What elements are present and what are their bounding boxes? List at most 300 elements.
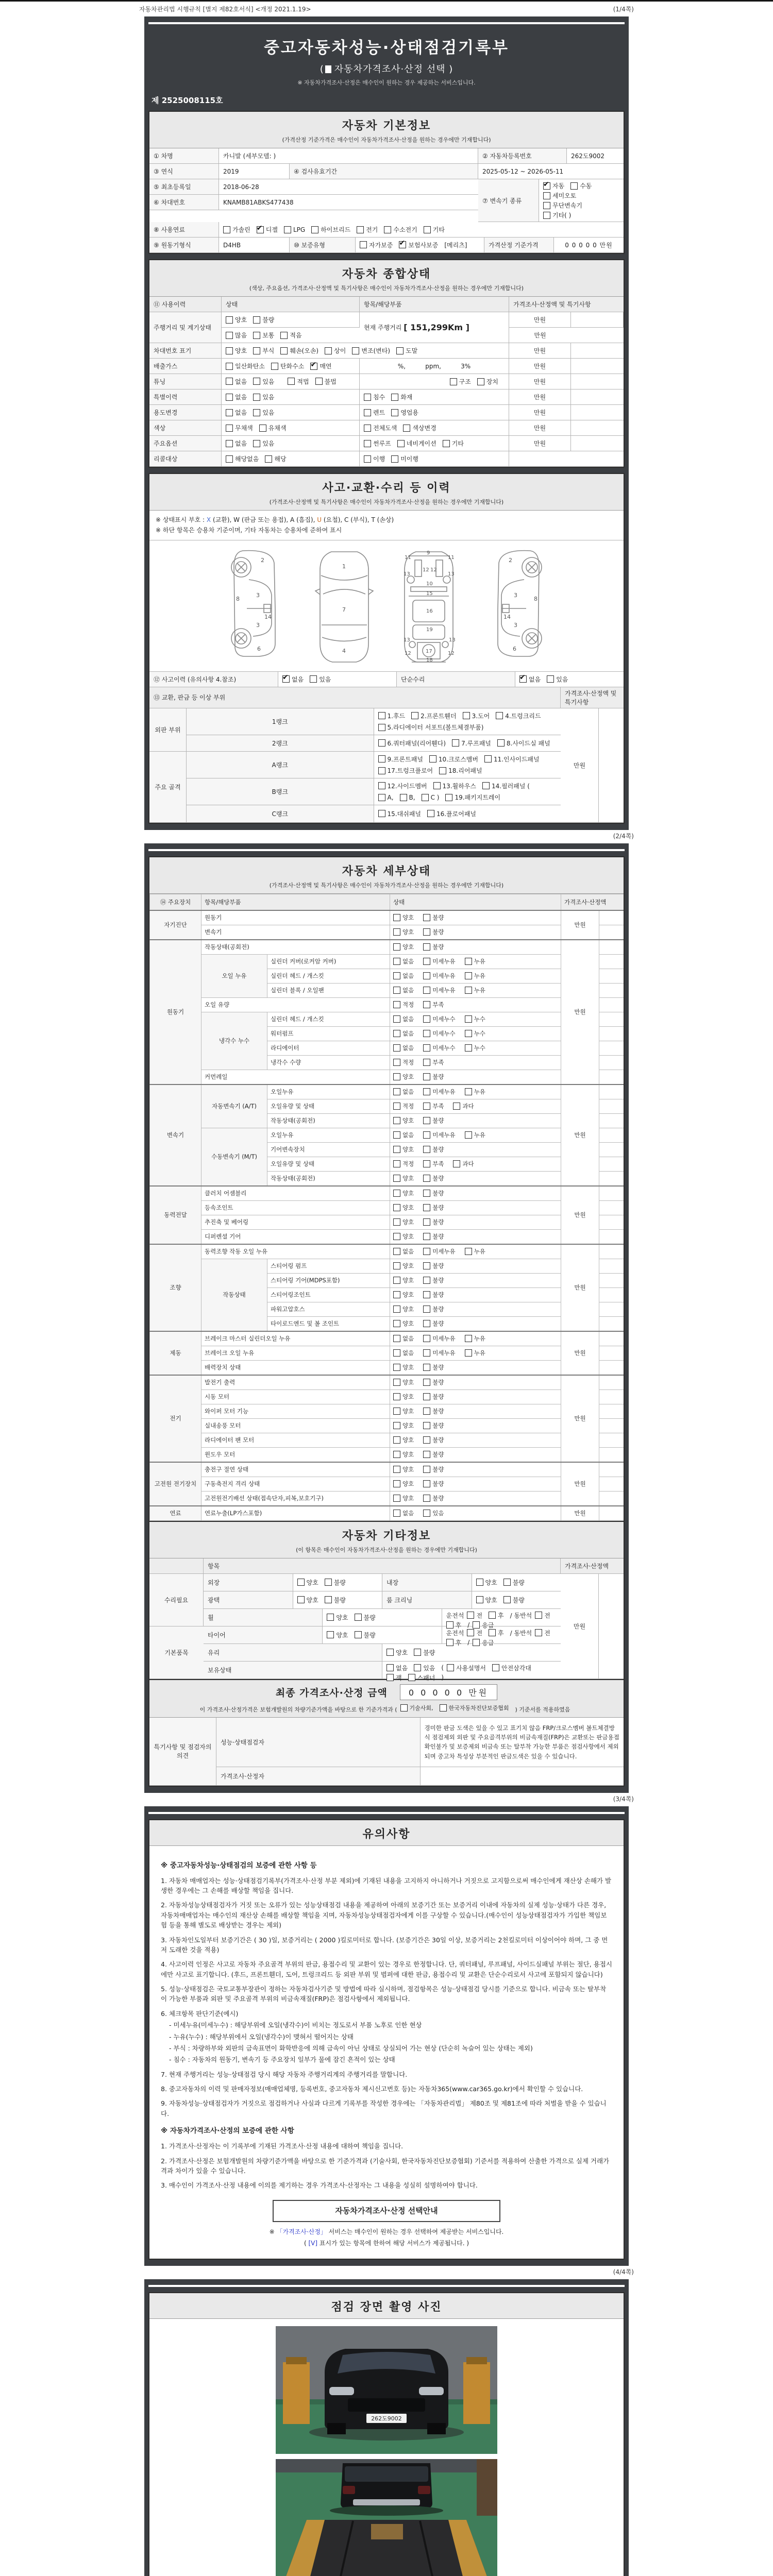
rank1-items bbox=[374, 708, 561, 735]
checkbox[interactable] bbox=[423, 1088, 430, 1095]
checkbox[interactable] bbox=[423, 1175, 430, 1182]
checkbox[interactable] bbox=[393, 1030, 400, 1037]
checkbox[interactable] bbox=[393, 1364, 400, 1371]
checkbox-item bbox=[393, 1349, 414, 1357]
checkbox[interactable] bbox=[423, 987, 430, 994]
state-options bbox=[390, 1316, 561, 1331]
checkbox[interactable] bbox=[226, 363, 233, 370]
checkbox[interactable] bbox=[393, 1248, 400, 1255]
checkbox[interactable] bbox=[391, 455, 398, 463]
checkbox-label: 8.사이드실 패널 bbox=[506, 739, 550, 747]
checkbox[interactable] bbox=[423, 943, 430, 951]
checkbox-item bbox=[253, 377, 274, 386]
checkbox[interactable] bbox=[226, 425, 233, 432]
svg-text:16: 16 bbox=[426, 608, 433, 614]
recall-done-options bbox=[360, 451, 509, 467]
checkbox[interactable] bbox=[393, 1277, 400, 1284]
checkbox[interactable] bbox=[393, 1044, 400, 1052]
price-cell: 만원 bbox=[561, 1462, 599, 1506]
checkbox[interactable] bbox=[393, 1015, 400, 1023]
checkbox[interactable] bbox=[393, 972, 400, 979]
state-options bbox=[390, 1404, 561, 1418]
checkbox[interactable] bbox=[453, 1160, 460, 1167]
checkbox[interactable] bbox=[378, 794, 385, 801]
checkbox[interactable] bbox=[423, 1030, 430, 1037]
state-options bbox=[390, 1259, 561, 1273]
checkbox[interactable] bbox=[489, 1612, 496, 1619]
checkbox[interactable] bbox=[297, 1579, 305, 1586]
checkbox[interactable] bbox=[253, 316, 260, 324]
device-group-label: 제동 bbox=[150, 1331, 201, 1375]
checkbox[interactable] bbox=[423, 1073, 430, 1080]
checkbox-label: 후 bbox=[455, 1639, 462, 1647]
checkbox[interactable] bbox=[325, 1579, 332, 1586]
checkbox[interactable] bbox=[384, 226, 391, 233]
checkbox[interactable] bbox=[423, 1335, 430, 1342]
checkbox[interactable] bbox=[465, 1030, 472, 1037]
checkbox[interactable] bbox=[423, 1160, 430, 1167]
checkbox[interactable] bbox=[393, 1117, 400, 1124]
checkbox[interactable] bbox=[223, 226, 230, 233]
checkbox-label: 불량 bbox=[333, 1579, 346, 1586]
checkbox[interactable] bbox=[226, 347, 233, 354]
checkbox[interactable] bbox=[453, 1103, 460, 1110]
checkbox-item bbox=[393, 1509, 414, 1517]
checkbox[interactable] bbox=[427, 810, 434, 817]
text-token: / 동반석 bbox=[510, 1612, 532, 1619]
checkbox[interactable] bbox=[253, 332, 260, 339]
checkbox[interactable] bbox=[327, 1631, 334, 1638]
state-options bbox=[390, 1229, 561, 1244]
checkbox[interactable] bbox=[364, 394, 371, 401]
checkbox[interactable] bbox=[465, 1088, 472, 1095]
checkbox[interactable] bbox=[327, 1614, 334, 1621]
checkbox[interactable] bbox=[423, 928, 430, 936]
checkbox[interactable] bbox=[535, 1629, 542, 1636]
checkbox[interactable] bbox=[465, 972, 472, 979]
checkbox[interactable] bbox=[423, 1451, 430, 1458]
checkbox[interactable] bbox=[450, 378, 457, 385]
checkbox[interactable] bbox=[414, 1649, 421, 1656]
price-cell: 만원 bbox=[561, 1506, 599, 1521]
checkbox[interactable] bbox=[280, 332, 288, 339]
checkbox[interactable] bbox=[393, 1291, 400, 1298]
checkbox[interactable] bbox=[482, 782, 490, 789]
usage-change-options bbox=[222, 405, 360, 420]
checkbox[interactable] bbox=[393, 1379, 400, 1386]
checkbox[interactable] bbox=[423, 1306, 430, 1313]
checkbox[interactable] bbox=[570, 182, 578, 190]
checkbox-item bbox=[543, 211, 571, 219]
checkbox[interactable] bbox=[226, 316, 233, 324]
checkbox[interactable] bbox=[360, 241, 367, 248]
checkbox[interactable] bbox=[393, 928, 400, 936]
checkbox[interactable] bbox=[257, 226, 264, 233]
checkbox[interactable] bbox=[325, 1596, 332, 1603]
checkbox[interactable] bbox=[414, 1664, 421, 1671]
checkbox[interactable] bbox=[386, 1674, 394, 1681]
checkbox[interactable] bbox=[465, 1131, 472, 1139]
checkbox[interactable] bbox=[446, 1639, 453, 1646]
checkbox[interactable] bbox=[393, 1160, 400, 1167]
checkbox[interactable] bbox=[423, 1349, 430, 1357]
checkbox[interactable] bbox=[423, 1364, 430, 1371]
checkbox[interactable] bbox=[423, 1001, 430, 1008]
checkbox[interactable] bbox=[440, 1704, 447, 1711]
page-1 bbox=[144, 16, 629, 830]
checkbox-item bbox=[223, 225, 250, 234]
checkbox[interactable] bbox=[496, 712, 503, 719]
checkbox[interactable] bbox=[497, 739, 505, 747]
checkbox[interactable] bbox=[393, 958, 400, 965]
checkbox[interactable] bbox=[519, 675, 527, 683]
checkbox[interactable] bbox=[378, 810, 385, 817]
checkbox[interactable] bbox=[423, 1320, 430, 1327]
checkbox[interactable] bbox=[378, 712, 385, 719]
checkbox-label: 19.패키지트레이 bbox=[455, 794, 501, 802]
checkbox[interactable] bbox=[393, 1190, 400, 1197]
page-top-stripe bbox=[148, 849, 625, 851]
checkbox[interactable] bbox=[423, 1190, 430, 1197]
checkbox-item bbox=[378, 711, 406, 720]
checkbox[interactable] bbox=[393, 1393, 400, 1400]
accident-history-sheet bbox=[148, 473, 625, 824]
checkbox[interactable] bbox=[446, 1621, 453, 1629]
checkbox-item bbox=[465, 1349, 485, 1357]
checkbox[interactable] bbox=[393, 1175, 400, 1182]
inspection-period-value: 2025-05-12 ~ 2026-05-11 bbox=[478, 164, 624, 179]
checkbox[interactable] bbox=[467, 1612, 474, 1619]
checkbox[interactable] bbox=[396, 347, 404, 354]
checkbox[interactable] bbox=[253, 394, 260, 401]
checkbox[interactable] bbox=[423, 1044, 430, 1052]
detail-row bbox=[150, 1433, 624, 1447]
checkbox[interactable] bbox=[378, 739, 385, 747]
checkbox[interactable] bbox=[465, 1335, 472, 1342]
checkbox[interactable] bbox=[393, 1131, 400, 1139]
checkbox-label: 없음 bbox=[402, 1509, 414, 1517]
checkbox[interactable] bbox=[393, 1262, 400, 1269]
checkbox[interactable] bbox=[397, 440, 405, 447]
checkbox[interactable] bbox=[445, 794, 452, 801]
checkbox[interactable] bbox=[357, 226, 364, 233]
checkbox[interactable] bbox=[253, 409, 260, 416]
checkbox[interactable] bbox=[535, 1612, 542, 1619]
checkbox[interactable] bbox=[423, 1204, 430, 1211]
checkbox[interactable] bbox=[364, 425, 371, 432]
checkbox[interactable] bbox=[271, 363, 278, 370]
checkbox-label: 불량 bbox=[432, 1204, 444, 1211]
checkbox[interactable] bbox=[393, 1073, 400, 1080]
checkbox[interactable] bbox=[423, 1379, 430, 1386]
checkbox[interactable] bbox=[284, 226, 291, 233]
checkbox[interactable] bbox=[465, 1349, 472, 1357]
checkbox[interactable] bbox=[282, 675, 290, 683]
checkbox-label: 누유 bbox=[474, 986, 485, 994]
checkbox[interactable] bbox=[423, 1291, 430, 1298]
checkbox-item bbox=[393, 1465, 414, 1473]
checkbox[interactable] bbox=[391, 409, 398, 416]
checkbox-label: 전 bbox=[476, 1629, 483, 1637]
checkbox[interactable] bbox=[411, 712, 418, 719]
checkbox[interactable] bbox=[378, 767, 385, 774]
checkbox[interactable] bbox=[403, 425, 410, 432]
item-label: 실린더 블록 / 오일팬 bbox=[267, 983, 390, 997]
checkbox[interactable] bbox=[543, 202, 550, 209]
checkbox[interactable] bbox=[547, 675, 554, 683]
checkbox[interactable] bbox=[484, 755, 492, 762]
checkbox[interactable] bbox=[423, 1218, 430, 1226]
checkbox[interactable] bbox=[253, 440, 260, 447]
checkbox[interactable] bbox=[465, 1015, 472, 1023]
checkbox[interactable] bbox=[423, 1262, 430, 1269]
checkbox[interactable] bbox=[465, 958, 472, 965]
checkbox[interactable] bbox=[489, 1629, 496, 1636]
checkbox[interactable] bbox=[423, 1117, 430, 1124]
checkbox[interactable] bbox=[393, 1146, 400, 1153]
checkbox[interactable] bbox=[423, 1510, 430, 1517]
checkbox[interactable] bbox=[423, 1131, 430, 1139]
checkbox[interactable] bbox=[543, 192, 550, 199]
checkbox-label: 17.트렁크플로어 bbox=[387, 767, 433, 775]
checkbox[interactable] bbox=[423, 1495, 430, 1502]
checkbox[interactable] bbox=[473, 1621, 480, 1629]
checkbox[interactable] bbox=[433, 782, 441, 789]
checkbox[interactable] bbox=[393, 1320, 400, 1327]
checkbox[interactable] bbox=[393, 1480, 400, 1487]
checkbox[interactable] bbox=[393, 1408, 400, 1415]
checkbox[interactable] bbox=[393, 1349, 400, 1357]
checkbox[interactable] bbox=[393, 1306, 400, 1313]
checkbox[interactable] bbox=[265, 455, 272, 463]
checkbox[interactable] bbox=[393, 1103, 400, 1110]
text-token: / 동반석 bbox=[510, 1629, 532, 1637]
checkbox[interactable] bbox=[310, 363, 317, 370]
checkbox-label: 6.쿼터패널(리어휀다) bbox=[387, 739, 446, 747]
checkbox-label: 불량 bbox=[432, 1407, 444, 1415]
checkbox[interactable] bbox=[391, 394, 398, 401]
checkbox[interactable] bbox=[352, 347, 359, 354]
car-damage-diagrams bbox=[149, 540, 624, 672]
final-price-value: 0 0 0 0 0 만원 bbox=[400, 1684, 497, 1700]
checkbox[interactable] bbox=[364, 455, 371, 463]
checkbox[interactable] bbox=[443, 440, 450, 447]
checkbox[interactable] bbox=[386, 1649, 394, 1656]
checkbox[interactable] bbox=[226, 455, 233, 463]
checkbox[interactable] bbox=[424, 226, 431, 233]
checkbox[interactable] bbox=[253, 347, 260, 354]
state-options bbox=[390, 1389, 561, 1404]
checkbox[interactable] bbox=[364, 409, 371, 416]
checkbox-label: 불량 bbox=[432, 1073, 444, 1080]
checkbox[interactable] bbox=[399, 241, 406, 248]
checkbox-item bbox=[427, 809, 476, 818]
checkbox[interactable] bbox=[226, 440, 233, 447]
checkbox[interactable] bbox=[492, 1664, 499, 1671]
checkbox-item bbox=[393, 1407, 414, 1415]
warranty-type-options bbox=[356, 238, 484, 253]
checkbox[interactable] bbox=[288, 378, 295, 385]
checkbox[interactable] bbox=[393, 1466, 400, 1473]
checkbox[interactable] bbox=[325, 347, 332, 354]
checkbox[interactable] bbox=[423, 1422, 430, 1429]
checkbox[interactable] bbox=[423, 972, 430, 979]
checkbox[interactable] bbox=[393, 1451, 400, 1458]
checkbox[interactable] bbox=[378, 724, 385, 731]
page-marker-1: (1/4쪽) bbox=[613, 6, 634, 13]
checkbox-item bbox=[423, 1088, 455, 1096]
checkbox[interactable] bbox=[226, 409, 233, 416]
checkbox-item bbox=[226, 362, 265, 370]
checkbox[interactable] bbox=[429, 755, 436, 762]
checkbox[interactable] bbox=[310, 675, 317, 683]
checkbox-item bbox=[423, 1334, 455, 1343]
checkbox-item bbox=[393, 1319, 414, 1328]
checkbox[interactable] bbox=[423, 1466, 430, 1473]
checkbox[interactable] bbox=[543, 212, 550, 219]
checkbox-label: 해당없음 bbox=[235, 455, 259, 463]
checkbox-label: 10.크로스멤버 bbox=[438, 755, 478, 763]
checkbox[interactable] bbox=[452, 739, 459, 747]
checkbox[interactable] bbox=[408, 1674, 415, 1681]
checkbox[interactable] bbox=[259, 425, 266, 432]
checkbox[interactable] bbox=[503, 1596, 511, 1603]
checkbox[interactable] bbox=[393, 1495, 400, 1502]
state-options bbox=[390, 1491, 561, 1506]
model-year-value: 2019 bbox=[219, 164, 290, 179]
checkbox[interactable] bbox=[393, 1335, 400, 1342]
checkbox[interactable] bbox=[423, 1103, 430, 1110]
checkbox-label: 없음 bbox=[235, 394, 247, 401]
detail-row bbox=[150, 1447, 624, 1462]
checkbox-item bbox=[378, 809, 421, 818]
checkbox[interactable] bbox=[393, 914, 400, 921]
checkbox[interactable] bbox=[447, 1664, 454, 1671]
checkbox[interactable] bbox=[423, 1393, 430, 1400]
checkbox-item bbox=[355, 1631, 376, 1639]
checkbox-label: 없음 bbox=[402, 1088, 414, 1095]
checkbox-item bbox=[423, 986, 455, 994]
checkbox-label: 양호 bbox=[402, 1218, 414, 1226]
checkbox[interactable] bbox=[393, 1001, 400, 1008]
checkbox[interactable] bbox=[463, 712, 470, 719]
checkbox-label: 자가보증 bbox=[369, 241, 393, 249]
detail-row bbox=[150, 1244, 624, 1259]
checkbox[interactable] bbox=[400, 794, 407, 801]
checkbox[interactable] bbox=[364, 440, 371, 447]
checkbox-label: 미세누유 bbox=[432, 1349, 456, 1357]
checkbox[interactable] bbox=[393, 1059, 400, 1066]
checkbox-label: 적음 bbox=[290, 332, 302, 339]
checkbox[interactable] bbox=[253, 378, 260, 385]
note-cell bbox=[599, 1012, 624, 1026]
sub-group-label: 냉각수 누수 bbox=[201, 1012, 267, 1070]
checkbox[interactable] bbox=[473, 1639, 480, 1646]
checkbox-item bbox=[396, 346, 417, 355]
checkbox[interactable] bbox=[423, 1248, 430, 1255]
checkbox[interactable] bbox=[423, 1146, 430, 1153]
checkbox-item bbox=[393, 1001, 414, 1009]
checkbox-label: 11.인사이드패널 bbox=[493, 755, 540, 763]
rank2-items bbox=[374, 735, 561, 752]
checkbox[interactable] bbox=[280, 347, 288, 354]
checkbox[interactable] bbox=[393, 1233, 400, 1240]
checkbox-label: 있음 bbox=[556, 675, 568, 683]
checkbox[interactable] bbox=[422, 794, 429, 801]
checkbox[interactable] bbox=[297, 1596, 305, 1603]
checkbox[interactable] bbox=[465, 987, 472, 994]
checkbox-label: 세미오토 bbox=[552, 192, 577, 199]
checkbox[interactable] bbox=[477, 378, 484, 385]
checkbox-item bbox=[386, 1673, 402, 1682]
checkbox[interactable] bbox=[393, 943, 400, 951]
field-label: ③ 연식 bbox=[149, 164, 219, 179]
checkbox[interactable] bbox=[355, 1631, 362, 1638]
checkbox[interactable] bbox=[423, 1059, 430, 1066]
detail-row bbox=[150, 1506, 624, 1521]
checkbox-label: 불량 bbox=[432, 1480, 444, 1487]
checkbox[interactable] bbox=[465, 1248, 472, 1255]
checkbox[interactable] bbox=[226, 332, 233, 339]
checkbox-label: 불량 bbox=[512, 1596, 525, 1604]
checkbox[interactable] bbox=[439, 767, 446, 774]
checkbox[interactable] bbox=[393, 1088, 400, 1095]
checkbox-item bbox=[393, 1276, 414, 1284]
checkbox[interactable] bbox=[423, 1480, 430, 1487]
checkbox[interactable] bbox=[476, 1579, 483, 1586]
checkbox[interactable] bbox=[355, 1614, 362, 1621]
checkbox-label: 기타 bbox=[432, 226, 445, 233]
checkbox[interactable] bbox=[423, 914, 430, 921]
checkbox[interactable] bbox=[393, 1204, 400, 1211]
checkbox-label: 양호 bbox=[402, 1465, 414, 1473]
checkbox[interactable] bbox=[423, 1277, 430, 1284]
checkbox[interactable] bbox=[386, 1664, 394, 1671]
checkbox[interactable] bbox=[226, 394, 233, 401]
price-cell: 만원 bbox=[561, 910, 599, 940]
checkbox[interactable] bbox=[315, 378, 323, 385]
checkbox[interactable] bbox=[476, 1596, 483, 1603]
mileage-value: [ 151,299Km ] bbox=[404, 323, 469, 332]
checkbox[interactable] bbox=[393, 1436, 400, 1444]
checkbox[interactable] bbox=[311, 226, 318, 233]
checkbox-label: 13.휠하우스 bbox=[442, 782, 476, 790]
table-row: 휠 양호 불량 운전석 전 후 / 동반석 전 후 / 응급 bbox=[204, 1609, 561, 1626]
checkbox[interactable] bbox=[393, 1218, 400, 1226]
checkbox[interactable] bbox=[393, 1422, 400, 1429]
checkbox[interactable] bbox=[423, 958, 430, 965]
checkbox[interactable] bbox=[467, 1629, 474, 1636]
checkbox[interactable] bbox=[400, 1704, 408, 1711]
checkbox[interactable] bbox=[423, 1436, 430, 1444]
checkbox-label: 16.플로어패널 bbox=[436, 810, 476, 818]
checkbox-item bbox=[364, 393, 385, 401]
checkbox-item bbox=[399, 241, 438, 249]
checkbox[interactable] bbox=[465, 1044, 472, 1052]
checkbox[interactable] bbox=[378, 755, 385, 762]
checkbox[interactable] bbox=[423, 1408, 430, 1415]
checkbox[interactable] bbox=[393, 1510, 400, 1517]
checkbox[interactable] bbox=[226, 378, 233, 385]
checkbox[interactable] bbox=[543, 182, 550, 190]
checkbox[interactable] bbox=[503, 1579, 511, 1586]
item-label: 구동축전지 격리 상태 bbox=[201, 1477, 390, 1491]
checkbox[interactable] bbox=[393, 987, 400, 994]
checkbox[interactable] bbox=[378, 782, 385, 789]
checkbox[interactable] bbox=[423, 1015, 430, 1023]
checkbox[interactable] bbox=[423, 1233, 430, 1240]
checkbox-label: 적정 bbox=[402, 1160, 414, 1167]
